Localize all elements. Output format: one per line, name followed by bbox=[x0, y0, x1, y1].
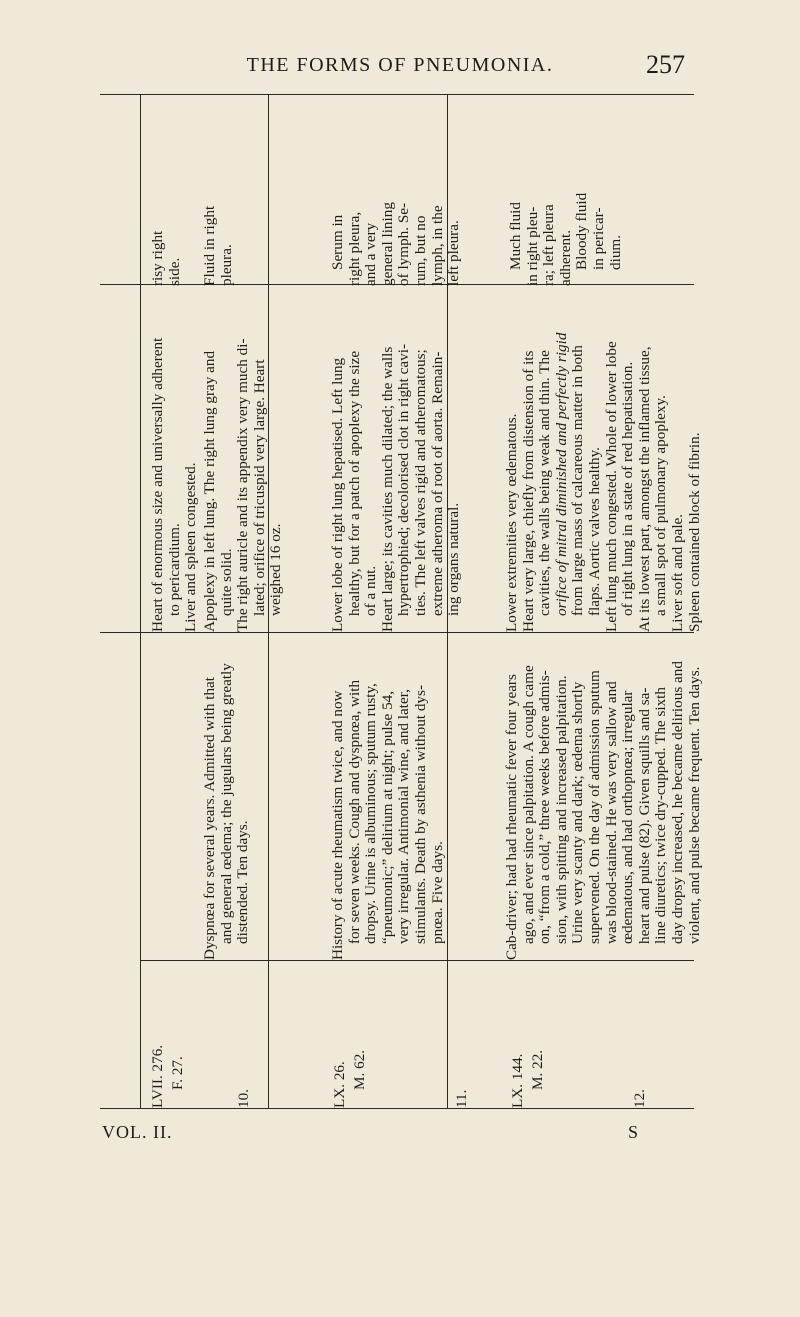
serous-line: and a very bbox=[362, 222, 380, 286]
post-mortem-cell bbox=[202, 302, 285, 632]
history-line: violent, and pulse became frequent. Ten days. bbox=[685, 666, 703, 944]
serous-line: Serum in bbox=[329, 214, 346, 270]
case-cell bbox=[236, 976, 253, 1108]
history-line: dropsy. Urine is albuminous; sputum rusty, bbox=[362, 683, 380, 944]
serous-line: adherent. bbox=[556, 229, 574, 286]
serous-cell bbox=[202, 106, 235, 286]
post-mortem-line: Heart of enormous size and universally adherent bbox=[149, 337, 166, 632]
post-mortem-line: Lower lobe of right lung hepatised. Left lung bbox=[329, 357, 346, 632]
case-number: 11. bbox=[453, 1089, 470, 1108]
serous-line: left pleura. bbox=[445, 220, 463, 286]
post-mortem-line: At its lowest part, amongst the inflamed tissue, bbox=[635, 346, 653, 632]
post-mortem-line: to pericardium. bbox=[165, 523, 183, 616]
serous-line: rum, but no bbox=[411, 215, 429, 286]
post-mortem-line: quite solid. bbox=[217, 548, 235, 616]
serous-line: right pleura, bbox=[345, 211, 363, 286]
history-line: stimulants. Death by asthenia without dys- bbox=[411, 685, 429, 944]
serous-line: of lymph. Se- bbox=[395, 202, 413, 286]
table-row bbox=[322, 98, 494, 1108]
row-divider-1 bbox=[140, 94, 141, 1108]
post-mortem-line: Liver and spleen congested. bbox=[182, 462, 200, 632]
history-line: Cab-driver; had had rheumatic fever four years bbox=[503, 674, 520, 960]
case-number: 12. bbox=[631, 1089, 648, 1108]
post-mortem-cell bbox=[330, 302, 463, 632]
history-line: very irregular. Antimonial wine, and later, bbox=[395, 689, 413, 944]
post-mortem-line: The right auricle and its appendix very much di- bbox=[234, 338, 252, 632]
case-reference: LVII. 276. bbox=[149, 1044, 166, 1108]
running-title: THE FORMS OF PNEUMONIA. bbox=[246, 54, 554, 76]
case-reference: LX. 144. bbox=[509, 1053, 526, 1108]
post-mortem-line: from large mass of calcareous matter in both bbox=[569, 345, 587, 616]
case-sex-age: M. 62. bbox=[351, 1049, 368, 1090]
top-rule bbox=[100, 94, 694, 95]
case-sex-age: F. 27. bbox=[169, 1056, 186, 1090]
history-cell bbox=[330, 648, 446, 960]
running-head bbox=[0, 50, 800, 84]
post-mortem-line: extreme atheroma of root of aorta. Remain- bbox=[428, 351, 446, 616]
history-line: pnœa. Five days. bbox=[428, 841, 446, 944]
serous-line: Bloody fluid bbox=[573, 192, 591, 270]
serous-line: pleura. bbox=[217, 244, 235, 286]
serous-line: dium. bbox=[606, 234, 624, 270]
serous-line: side. bbox=[165, 257, 183, 286]
serous-line: risy right bbox=[149, 230, 166, 286]
case-sex-age: M. 22. bbox=[529, 1049, 546, 1090]
post-mortem-line: Heart very large, chiefly from distension of its bbox=[519, 350, 537, 632]
table-row bbox=[148, 98, 200, 1108]
table-row bbox=[196, 98, 316, 1108]
serous-line: Fluid in right bbox=[201, 205, 218, 286]
serous-line: general lining bbox=[378, 202, 396, 286]
post-mortem-line: Heart large; its cavities much dilated; the walls bbox=[378, 346, 396, 632]
history-line: heart and pulse (82). Given squills and sa- bbox=[635, 687, 653, 944]
post-mortem-line: of a nut. bbox=[362, 565, 380, 616]
serous-cell bbox=[330, 106, 463, 286]
post-mortem-line: Lower extremities very œdematous. bbox=[503, 413, 520, 632]
post-mortem-line: Apoplexy in left lung. The right lung gray and bbox=[201, 350, 218, 632]
serous-cell bbox=[150, 106, 183, 286]
signature-mark: S bbox=[628, 1122, 639, 1142]
history-line: distended. Ten days. bbox=[234, 820, 252, 944]
history-line: History of acute rheumatism twice, and now bbox=[329, 690, 346, 960]
post-mortem-line: ing organs natural. bbox=[445, 502, 463, 616]
history-line: and general œdema; the jugulars being greatly bbox=[217, 663, 235, 944]
history-line: line diuretics; twice dry-cupped. The sixth bbox=[652, 687, 670, 944]
case-cell bbox=[330, 976, 471, 1108]
post-mortem-line: ties. The left valves rigid and atheromatous; bbox=[411, 349, 429, 616]
post-mortem-line: lated; orifice of tricuspid very large. Heart bbox=[250, 359, 268, 616]
table-row bbox=[500, 98, 703, 1108]
history-line: sion, with spitting and increased palpitation. bbox=[552, 675, 570, 944]
case-reference: LX. 26. bbox=[331, 1061, 348, 1108]
serous-line: in right pleu- bbox=[523, 206, 541, 286]
history-line: for seven weeks. Cough and dyspnœa, with bbox=[345, 679, 363, 944]
serous-line: ra; left pleura bbox=[540, 204, 558, 286]
post-mortem-cell bbox=[504, 302, 703, 632]
post-mortem-line: orifice of mitral diminished and perfectly rigid bbox=[552, 332, 570, 616]
history-line: supervened. On the day of admission sputum bbox=[585, 670, 603, 944]
history-cell bbox=[504, 648, 703, 960]
serous-line: lymph, in the bbox=[428, 205, 446, 286]
post-mortem-line: Spleen contained block of fibrin. bbox=[685, 432, 703, 632]
history-line: “pneumonic;” delirium at night; pulse 54, bbox=[378, 690, 396, 944]
post-mortem-cell bbox=[150, 302, 200, 632]
post-mortem-line: hypertrophied; decolorised clot in right cavi- bbox=[395, 343, 413, 616]
history-line: ago, and ever since palpitation. A cough came bbox=[519, 665, 537, 944]
post-mortem-line: healthy, but for a patch of apoplexy the size bbox=[345, 350, 363, 616]
bottom-rule bbox=[100, 1108, 694, 1109]
post-mortem-line: Liver soft and pale. bbox=[668, 513, 686, 632]
case-cell bbox=[148, 976, 188, 1108]
history-line: œdematous, and had orthopnœa; irregular bbox=[619, 690, 637, 944]
volume-footer: VOL. II. bbox=[102, 1122, 173, 1142]
post-mortem-line: weighed 16 oz. bbox=[267, 523, 285, 616]
post-mortem-line: Left lung much congested. Whole of lower lobe bbox=[602, 341, 620, 632]
case-number: 10. bbox=[235, 1089, 252, 1108]
serous-line: in pericar- bbox=[589, 207, 607, 270]
history-line: Urine very scanty and dark; œdema shortly bbox=[569, 681, 587, 944]
serous-cell bbox=[508, 106, 624, 286]
history-line: day dropsy increased, he became delirious and bbox=[668, 661, 686, 944]
history-line: on, “from a cold,” three weeks before admis- bbox=[536, 670, 554, 944]
history-cell bbox=[202, 648, 252, 960]
page-number: 257 bbox=[646, 50, 685, 79]
post-mortem-line: of right lung in a state of red hepatisation. bbox=[619, 361, 637, 616]
post-mortem-line: flaps. Aortic valves healthy. bbox=[585, 447, 603, 616]
serous-line: Much fluid bbox=[507, 202, 524, 270]
case-cell bbox=[508, 976, 649, 1108]
history-line: Dyspnœa for several years. Admitted with that bbox=[201, 676, 218, 960]
post-mortem-line: cavities, the walls being weak and thin. The bbox=[536, 350, 554, 616]
post-mortem-line: a small spot of pulmonary apoplexy. bbox=[652, 395, 670, 616]
history-line: was blood-stained. He was very sallow and bbox=[602, 681, 620, 944]
rotated-table bbox=[148, 98, 703, 1108]
